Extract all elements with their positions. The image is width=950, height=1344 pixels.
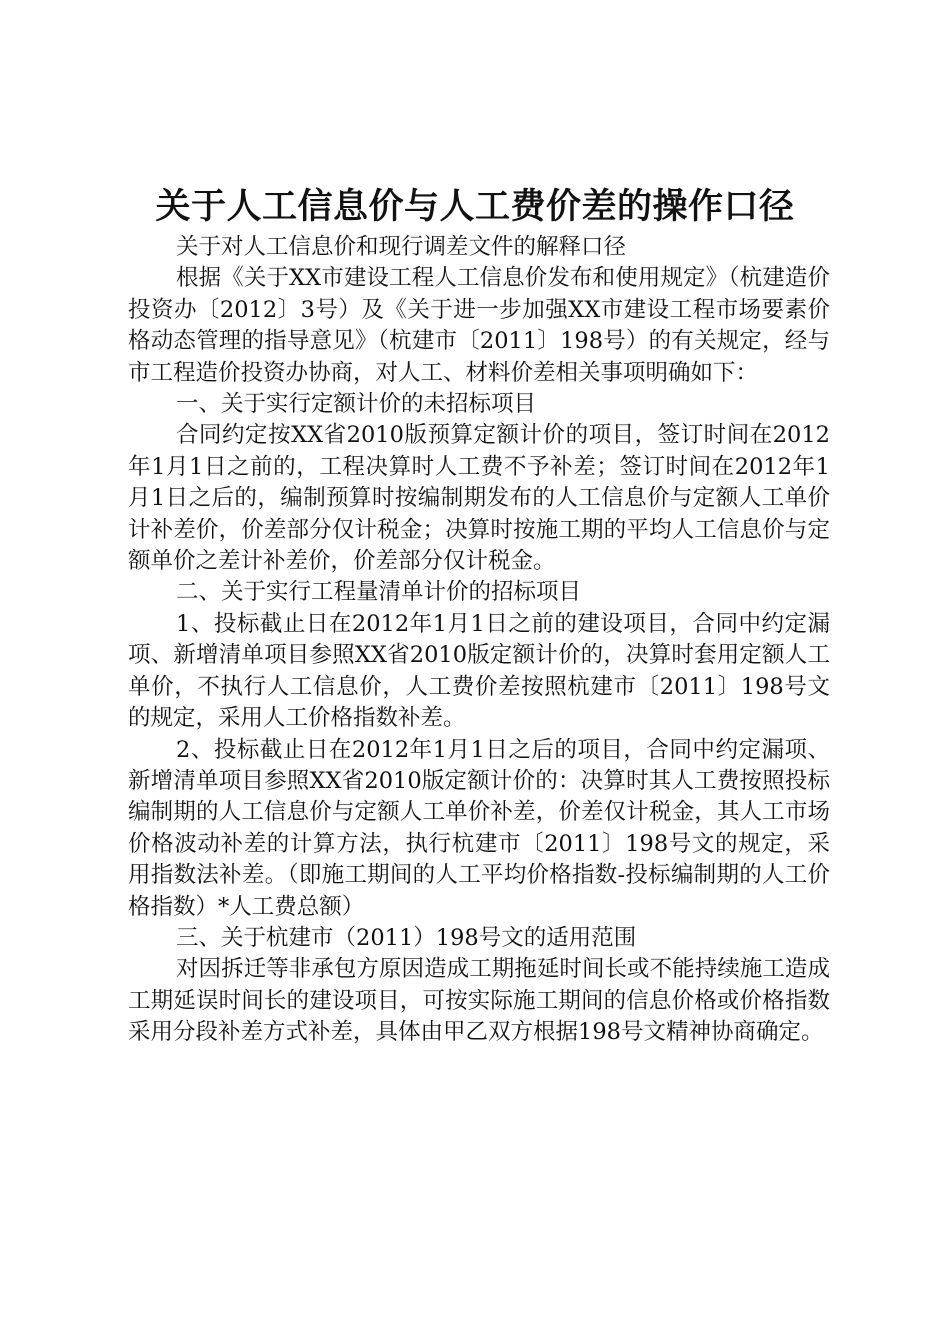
document-body (128, 232, 830, 1049)
paragraph-intro: 根据《关于XX市建设工程人工信息价发布和使用规定》（杭建造价投资办〔2012〕3号）及《关于进一步加强XX市建设工程市场要素价格动态管理的指导意见》（杭建市〔2011〕198号）的有关规定，经与市工程造价投资办协商，对人工、材料价差相关事项明确如下： (128, 265, 830, 386)
paragraph-section-3: 对因拆迁等非承包方原因造成工期拖延时间长或不能持续施工造成工期延误时间长的建设项目，可按实际施工期间的信息价格或价格指数采用分段补差方式补差，具体由甲乙双方根据198号文精神协商确定。 (128, 956, 830, 1046)
document-title: 关于人工信息价与人工费价差的操作口径 (155, 187, 795, 227)
paragraph-section-2-item-2: 2、投标截止日在2012年1月1日之后的项目，合同中约定漏项、新增清单项目参照XX省2010版定额计价的：决算时其人工费按照投标编制期的人工信息价与定额人工单价补差，价差仅计税金，其人工市场价格波动补差的计算方法，执行杭建市〔2011〕198号文的规定，采用指数法补差。（即施工期间的人工平均价格指数-投标编制期的人工价格指数）*人工费总额） (128, 736, 830, 920)
paragraph-section-2-item-1: 1、投标截止日在2012年1月1日之前的建设项目，合同中约定漏项、新增清单项目参照XX省2010版定额计价的，决算时套用定额人工单价，不执行人工信息价，人工费价差按照杭建市〔2011〕198号文的规定，采用人工价格指数补差。 (128, 610, 830, 732)
section-heading-3: 三、关于杭建市（2011）198号文的适用范围 (176, 924, 637, 951)
paragraph-section-1: 合同约定按XX省2010版预算定额计价的项目，签订时间在2012年1月1日之前的，工程决算时人工费不予补差；签订时间在2012年1月1日之后的，编制预算时按编制期发布的人工信息价与定额人工单价计补差价，价差部分仅计税金；决算时按施工期的平均人工信息价与定额单价之差计补差价，价差部分仅计税金。 (128, 422, 830, 575)
section-heading-1: 一、关于实行定额计价的未招标项目 (176, 391, 537, 418)
section-heading-2: 二、关于实行工程量清单计价的招标项目 (176, 579, 582, 606)
paragraph-subtitle: 关于对人工信息价和现行调差文件的解释口径 (176, 234, 627, 260)
